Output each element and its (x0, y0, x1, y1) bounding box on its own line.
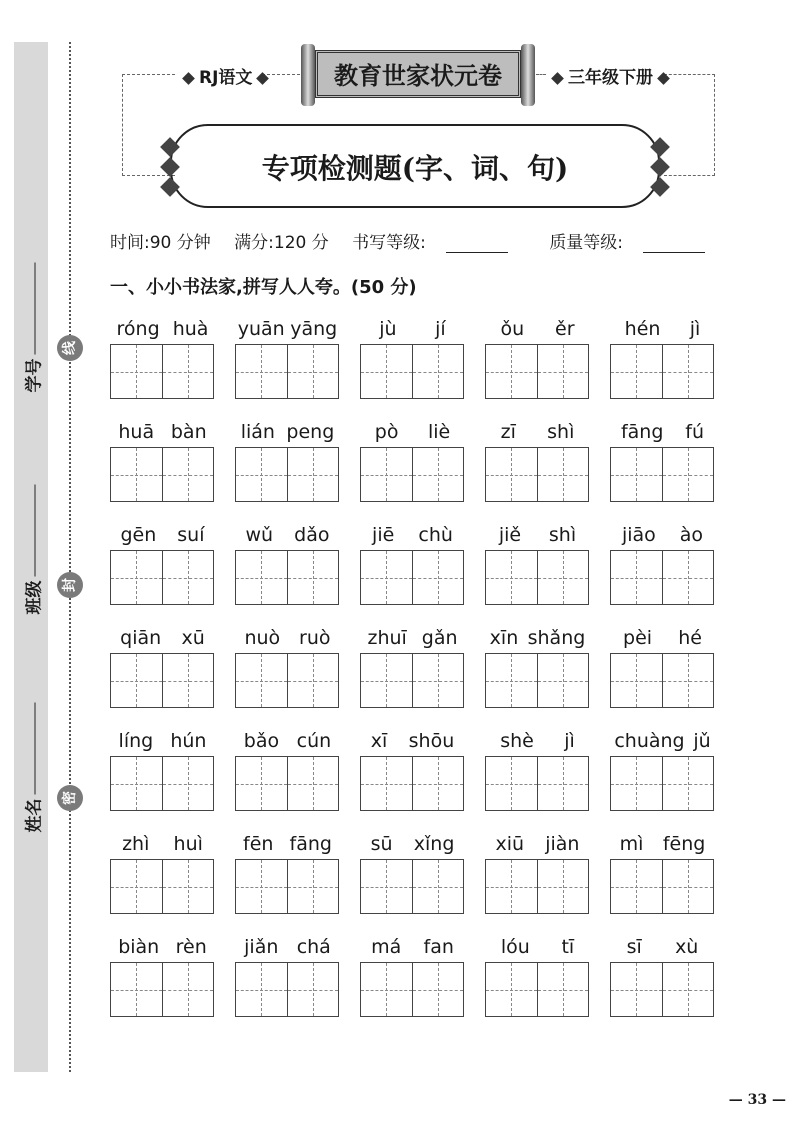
grid-row (110, 318, 716, 421)
pinyin-word-item (485, 730, 590, 811)
tianzige-box-pair (235, 344, 339, 399)
tianzige-box-pair (360, 550, 464, 605)
pinyin-syllable: huā (118, 421, 155, 443)
pinyin-word-item (610, 318, 715, 399)
tianzige-cell[interactable] (413, 448, 464, 501)
pinyin-syllable: gǎn (421, 627, 458, 649)
tianzige-cell[interactable] (663, 551, 714, 604)
grade-label (547, 63, 674, 88)
pinyin-word-item (110, 627, 215, 708)
tianzige-cell[interactable] (288, 345, 339, 398)
pinyin-word-item (610, 421, 715, 502)
pinyin-word-item (485, 318, 590, 399)
pinyin-syllable: mì (619, 833, 644, 855)
tianzige-cell[interactable] (163, 345, 214, 398)
pinyin-label (110, 421, 215, 447)
tianzige-cell[interactable] (361, 963, 413, 1016)
diamond-icon (657, 72, 670, 85)
tianzige-box-pair (485, 756, 589, 811)
pinyin-syllable: shì (547, 421, 575, 443)
pinyin-word-item (485, 833, 590, 914)
tianzige-cell[interactable] (288, 860, 339, 913)
pinyin-label (485, 730, 590, 756)
pinyin-syllable: sī (626, 936, 642, 958)
tianzige-box-pair (485, 859, 589, 914)
pinyin-word-item (360, 421, 465, 502)
tianzige-cell[interactable] (663, 654, 714, 707)
pinyin-word-item (485, 936, 590, 1017)
tianzige-cell[interactable] (611, 654, 663, 707)
pinyin-word-item (235, 318, 340, 399)
cut-mark-line: 线 (57, 335, 83, 361)
pinyin-syllable: lóu (500, 936, 530, 958)
pinyin-syllable: yāng (290, 318, 338, 340)
tianzige-cell[interactable] (538, 345, 589, 398)
tianzige-box-pair (360, 653, 464, 708)
grid-row (110, 936, 716, 1039)
pinyin-label (360, 524, 465, 550)
scroll-roll-right (521, 44, 535, 106)
binding-strip (14, 42, 48, 1072)
pinyin-syllable: jiǎn (244, 936, 279, 958)
pinyin-word-item (110, 318, 215, 399)
tianzige-cell[interactable] (288, 757, 339, 810)
pinyin-syllable: xù (675, 936, 699, 958)
pinyin-syllable: shì (548, 524, 577, 546)
grid-row (110, 421, 716, 524)
quality-grade-label: 质量等级: (549, 233, 624, 253)
tianzige-box-pair (610, 447, 714, 502)
pinyin-word-item (610, 730, 715, 811)
tianzige-cell[interactable] (611, 551, 663, 604)
tianzige-cell[interactable] (663, 448, 714, 501)
fill-line[interactable] (34, 703, 35, 795)
pinyin-syllable: yuān (237, 318, 285, 340)
pinyin-syllable: pèi (623, 627, 653, 649)
cut-line (69, 42, 71, 1072)
pinyin-syllable: xī (370, 730, 388, 752)
tianzige-cell[interactable] (236, 654, 288, 707)
pinyin-syllable: jù (379, 318, 397, 340)
diamond-stack-left (161, 136, 179, 200)
pinyin-syllable: jiàn (545, 833, 580, 855)
pinyin-syllable: zhuī (367, 627, 407, 649)
pinyin-word-item (485, 524, 590, 605)
tianzige-cell[interactable] (538, 963, 589, 1016)
tianzige-box-pair (235, 653, 339, 708)
tianzige-cell[interactable] (236, 345, 288, 398)
pinyin-word-item (610, 833, 715, 914)
page-number: — 33 — (728, 1092, 786, 1108)
tianzige-cell[interactable] (163, 963, 214, 1016)
pinyin-syllable: tī (561, 936, 575, 958)
tianzige-cell[interactable] (486, 551, 538, 604)
pinyin-word-item (235, 627, 340, 708)
pinyin-word-item (235, 936, 340, 1017)
tianzige-cell[interactable] (236, 551, 288, 604)
tianzige-cell[interactable] (288, 963, 339, 1016)
header-dashed-frame-right (664, 74, 715, 176)
pinyin-syllable: gēn (120, 524, 157, 546)
writing-grid (110, 318, 716, 1039)
tianzige-box-pair (610, 962, 714, 1017)
tianzige-cell[interactable] (413, 757, 464, 810)
cut-mark-seal: 封 (57, 572, 83, 598)
header-dashed-link-right (536, 74, 546, 75)
tianzige-cell[interactable] (611, 345, 663, 398)
tianzige-cell[interactable] (236, 757, 288, 810)
pinyin-word-item (485, 627, 590, 708)
pinyin-syllable: jí (435, 318, 446, 340)
tianzige-cell[interactable] (538, 551, 589, 604)
tianzige-cell[interactable] (236, 448, 288, 501)
tianzige-cell[interactable] (611, 963, 663, 1016)
pinyin-syllable: ruò (299, 627, 331, 649)
grid-row (110, 730, 716, 833)
pinyin-label (235, 421, 340, 447)
pinyin-label (235, 833, 340, 859)
pinyin-label (360, 627, 465, 653)
pinyin-syllable: zī (500, 421, 516, 443)
scroll-roll-left (301, 44, 315, 106)
field-label: 班级 (24, 580, 45, 615)
pinyin-label (360, 318, 465, 344)
tianzige-cell[interactable] (111, 654, 163, 707)
tianzige-cell[interactable] (236, 963, 288, 1016)
writing-grade (352, 233, 526, 253)
pinyin-syllable: zhì (122, 833, 150, 855)
tianzige-box-pair (235, 962, 339, 1017)
tianzige-box-pair (360, 756, 464, 811)
diamond-icon (551, 72, 564, 85)
pinyin-label (110, 936, 215, 962)
pinyin-word-item (360, 524, 465, 605)
tianzige-cell[interactable] (413, 860, 464, 913)
pinyin-word-item (360, 936, 465, 1017)
tianzige-cell[interactable] (663, 860, 714, 913)
pinyin-syllable: rèn (175, 936, 207, 958)
pinyin-syllable: jǔ (693, 730, 711, 752)
diamond-icon (182, 72, 195, 85)
tianzige-cell[interactable] (663, 757, 714, 810)
tianzige-cell[interactable] (486, 448, 538, 501)
pinyin-label (610, 936, 715, 962)
pinyin-syllable: xīn (489, 627, 519, 649)
tianzige-cell[interactable] (611, 860, 663, 913)
tianzige-box-pair (485, 344, 589, 399)
pinyin-syllable: huà (172, 318, 209, 340)
field-label: 姓名 (24, 798, 45, 833)
pinyin-syllable: qiān (120, 627, 162, 649)
writing-grade-blank[interactable] (446, 252, 508, 253)
pinyin-label (485, 318, 590, 344)
pinyin-syllable: shōu (408, 730, 455, 752)
pinyin-syllable: hé (678, 627, 702, 649)
pinyin-syllable: má (371, 936, 402, 958)
tianzige-box-pair (110, 447, 214, 502)
pinyin-syllable: cún (296, 730, 332, 752)
pinyin-syllable: wǔ (245, 524, 274, 546)
tianzige-cell[interactable] (111, 963, 163, 1016)
tianzige-cell[interactable] (663, 345, 714, 398)
pinyin-label (360, 936, 465, 962)
tianzige-cell[interactable] (538, 757, 589, 810)
pinyin-word-item (235, 421, 340, 502)
tianzige-box-pair (360, 859, 464, 914)
section-1-title: 一、小小书法家,拼写人人夸。(50 分) (110, 277, 417, 298)
pinyin-syllable: ǒu (500, 318, 525, 340)
tianzige-cell[interactable] (538, 654, 589, 707)
pinyin-word-item (110, 936, 215, 1017)
pinyin-syllable: róng (116, 318, 160, 340)
tianzige-box-pair (360, 447, 464, 502)
pinyin-syllable: huì (173, 833, 203, 855)
pinyin-syllable: xiū (495, 833, 525, 855)
tianzige-cell[interactable] (538, 860, 589, 913)
tianzige-box-pair (110, 653, 214, 708)
tianzige-cell[interactable] (413, 654, 464, 707)
tianzige-box-pair (485, 962, 589, 1017)
pinyin-word-item (360, 627, 465, 708)
quality-grade (549, 233, 723, 253)
page-title: 专项检测题(字、词、句) (261, 152, 569, 185)
pinyin-syllable: fāng (620, 421, 664, 443)
cut-mark-secret: 密 (57, 785, 83, 811)
tianzige-cell[interactable] (361, 448, 413, 501)
tianzige-cell[interactable] (111, 757, 163, 810)
pinyin-syllable: jiě (498, 524, 522, 546)
pinyin-label (610, 833, 715, 859)
tianzige-box-pair (110, 344, 214, 399)
pinyin-syllable: liè (427, 421, 451, 443)
pinyin-word-item (360, 318, 465, 399)
pinyin-label (360, 730, 465, 756)
name-field[interactable] (20, 793, 45, 833)
pinyin-syllable: ěr (555, 318, 575, 340)
tianzige-box-pair (110, 859, 214, 914)
tianzige-cell[interactable] (361, 860, 413, 913)
pinyin-label (610, 421, 715, 447)
pinyin-syllable: ào (679, 524, 704, 546)
pinyin-syllable: fú (685, 421, 705, 443)
tianzige-cell[interactable] (111, 551, 163, 604)
pinyin-label (610, 318, 715, 344)
tianzige-box-pair (235, 550, 339, 605)
fill-line[interactable] (34, 485, 35, 577)
tianzige-cell[interactable] (486, 757, 538, 810)
pinyin-label (110, 730, 215, 756)
tianzige-box-pair (360, 962, 464, 1017)
grade-text: 三年级下册 (568, 68, 653, 88)
tianzige-cell[interactable] (163, 757, 214, 810)
tianzige-cell[interactable] (288, 654, 339, 707)
tianzige-box-pair (610, 859, 714, 914)
pinyin-word-item (110, 421, 215, 502)
grid-row (110, 524, 716, 627)
pinyin-word-item (235, 730, 340, 811)
tianzige-box-pair (610, 653, 714, 708)
subject-text: RJ语文 (199, 68, 253, 88)
tianzige-box-pair (235, 756, 339, 811)
tianzige-cell[interactable] (163, 654, 214, 707)
tianzige-cell[interactable] (486, 654, 538, 707)
tianzige-box-pair (610, 344, 714, 399)
pinyin-syllable: chù (418, 524, 453, 546)
pinyin-word-item (110, 524, 215, 605)
pinyin-word-item (610, 524, 715, 605)
pinyin-word-item (610, 936, 715, 1017)
pinyin-word-item (110, 833, 215, 914)
pinyin-label (235, 627, 340, 653)
pinyin-syllable: jì (689, 318, 701, 340)
pinyin-label (485, 936, 590, 962)
pinyin-syllable: chuàng (614, 730, 685, 752)
tianzige-cell[interactable] (361, 757, 413, 810)
student-id-field[interactable] (20, 353, 45, 393)
tianzige-cell[interactable] (361, 551, 413, 604)
pinyin-word-item (485, 421, 590, 502)
pinyin-word-item (360, 730, 465, 811)
tianzige-cell[interactable] (486, 345, 538, 398)
pinyin-syllable: xǐng (413, 833, 455, 855)
time-limit: 时间:90 分钟 (110, 233, 211, 253)
pinyin-syllable: pò (374, 421, 399, 443)
fill-line[interactable] (34, 263, 35, 355)
tianzige-box-pair (235, 447, 339, 502)
subject-label (178, 63, 273, 88)
pinyin-label (235, 936, 340, 962)
tianzige-box-pair (485, 653, 589, 708)
pinyin-syllable: fēng (662, 833, 706, 855)
pinyin-label (110, 627, 215, 653)
pinyin-label (360, 833, 465, 859)
pinyin-label (110, 318, 215, 344)
pinyin-label (485, 627, 590, 653)
pinyin-syllable: biàn (118, 936, 160, 958)
tianzige-cell[interactable] (413, 345, 464, 398)
tianzige-cell[interactable] (413, 963, 464, 1016)
pinyin-syllable: jiē (372, 524, 395, 546)
pinyin-syllable: peng (286, 421, 335, 443)
pinyin-label (610, 627, 715, 653)
tianzige-box-pair (610, 550, 714, 605)
pinyin-syllable: shè (500, 730, 534, 752)
pinyin-syllable: lián (240, 421, 275, 443)
exam-meta (110, 228, 741, 253)
pinyin-label (610, 730, 715, 756)
tianzige-cell[interactable] (288, 551, 339, 604)
pinyin-label (485, 524, 590, 550)
pinyin-syllable: bàn (170, 421, 207, 443)
tianzige-cell[interactable] (538, 448, 589, 501)
pinyin-syllable: hén (624, 318, 661, 340)
pinyin-syllable: fāng (289, 833, 332, 855)
pinyin-label (485, 833, 590, 859)
pinyin-syllable: dǎo (294, 524, 330, 546)
pinyin-label (485, 421, 590, 447)
pinyin-label (110, 524, 215, 550)
pinyin-syllable: nuò (244, 627, 281, 649)
pinyin-syllable: chá (296, 936, 331, 958)
pinyin-label (360, 421, 465, 447)
pinyin-label (235, 730, 340, 756)
grid-row (110, 627, 716, 730)
tianzige-cell[interactable] (663, 963, 714, 1016)
pinyin-syllable: shǎng (527, 627, 586, 649)
tianzige-cell[interactable] (611, 448, 663, 501)
tianzige-cell[interactable] (236, 860, 288, 913)
brand-scroll (301, 44, 535, 106)
tianzige-box-pair (485, 447, 589, 502)
pinyin-syllable: xū (181, 627, 205, 649)
tianzige-cell[interactable] (163, 448, 214, 501)
writing-grade-label: 书写等级: (352, 233, 426, 253)
tianzige-cell[interactable] (486, 860, 538, 913)
diamond-icon (257, 72, 270, 85)
tianzige-box-pair (110, 550, 214, 605)
tianzige-cell[interactable] (111, 448, 163, 501)
tianzige-cell[interactable] (361, 345, 413, 398)
tianzige-cell[interactable] (413, 551, 464, 604)
pinyin-word-item (110, 730, 215, 811)
pinyin-syllable: suí (177, 524, 205, 546)
pinyin-label (110, 833, 215, 859)
pinyin-syllable: sū (370, 833, 393, 855)
full-score: 满分:120 分 (234, 233, 329, 253)
pinyin-word-item (610, 627, 715, 708)
pinyin-label (235, 318, 340, 344)
brand-title: 教育世家状元卷 (315, 50, 521, 98)
grid-row (110, 833, 716, 936)
tianzige-cell[interactable] (163, 860, 214, 913)
diamond-stack-right (651, 136, 669, 200)
tianzige-box-pair (235, 859, 339, 914)
pinyin-syllable: jiāo (621, 524, 656, 546)
pinyin-label (235, 524, 340, 550)
tianzige-cell[interactable] (163, 551, 214, 604)
tianzige-box-pair (610, 756, 714, 811)
pinyin-syllable: hún (170, 730, 207, 752)
pinyin-syllable: líng (118, 730, 154, 752)
tianzige-cell[interactable] (111, 345, 163, 398)
pinyin-word-item (235, 524, 340, 605)
tianzige-box-pair (110, 756, 214, 811)
tianzige-cell[interactable] (611, 757, 663, 810)
tianzige-box-pair (485, 550, 589, 605)
tianzige-box-pair (360, 344, 464, 399)
class-field[interactable] (20, 575, 45, 615)
pinyin-syllable: bǎo (243, 730, 280, 752)
tianzige-cell[interactable] (486, 963, 538, 1016)
pinyin-word-item (235, 833, 340, 914)
quality-grade-blank[interactable] (643, 252, 705, 253)
tianzige-cell[interactable] (361, 654, 413, 707)
tianzige-box-pair (110, 962, 214, 1017)
tianzige-cell[interactable] (288, 448, 339, 501)
pinyin-syllable: fēn (243, 833, 274, 855)
field-label: 学号 (24, 358, 45, 393)
pinyin-syllable: fan (423, 936, 454, 958)
pinyin-label (610, 524, 715, 550)
pinyin-word-item (360, 833, 465, 914)
tianzige-cell[interactable] (111, 860, 163, 913)
pinyin-syllable: jì (564, 730, 575, 752)
